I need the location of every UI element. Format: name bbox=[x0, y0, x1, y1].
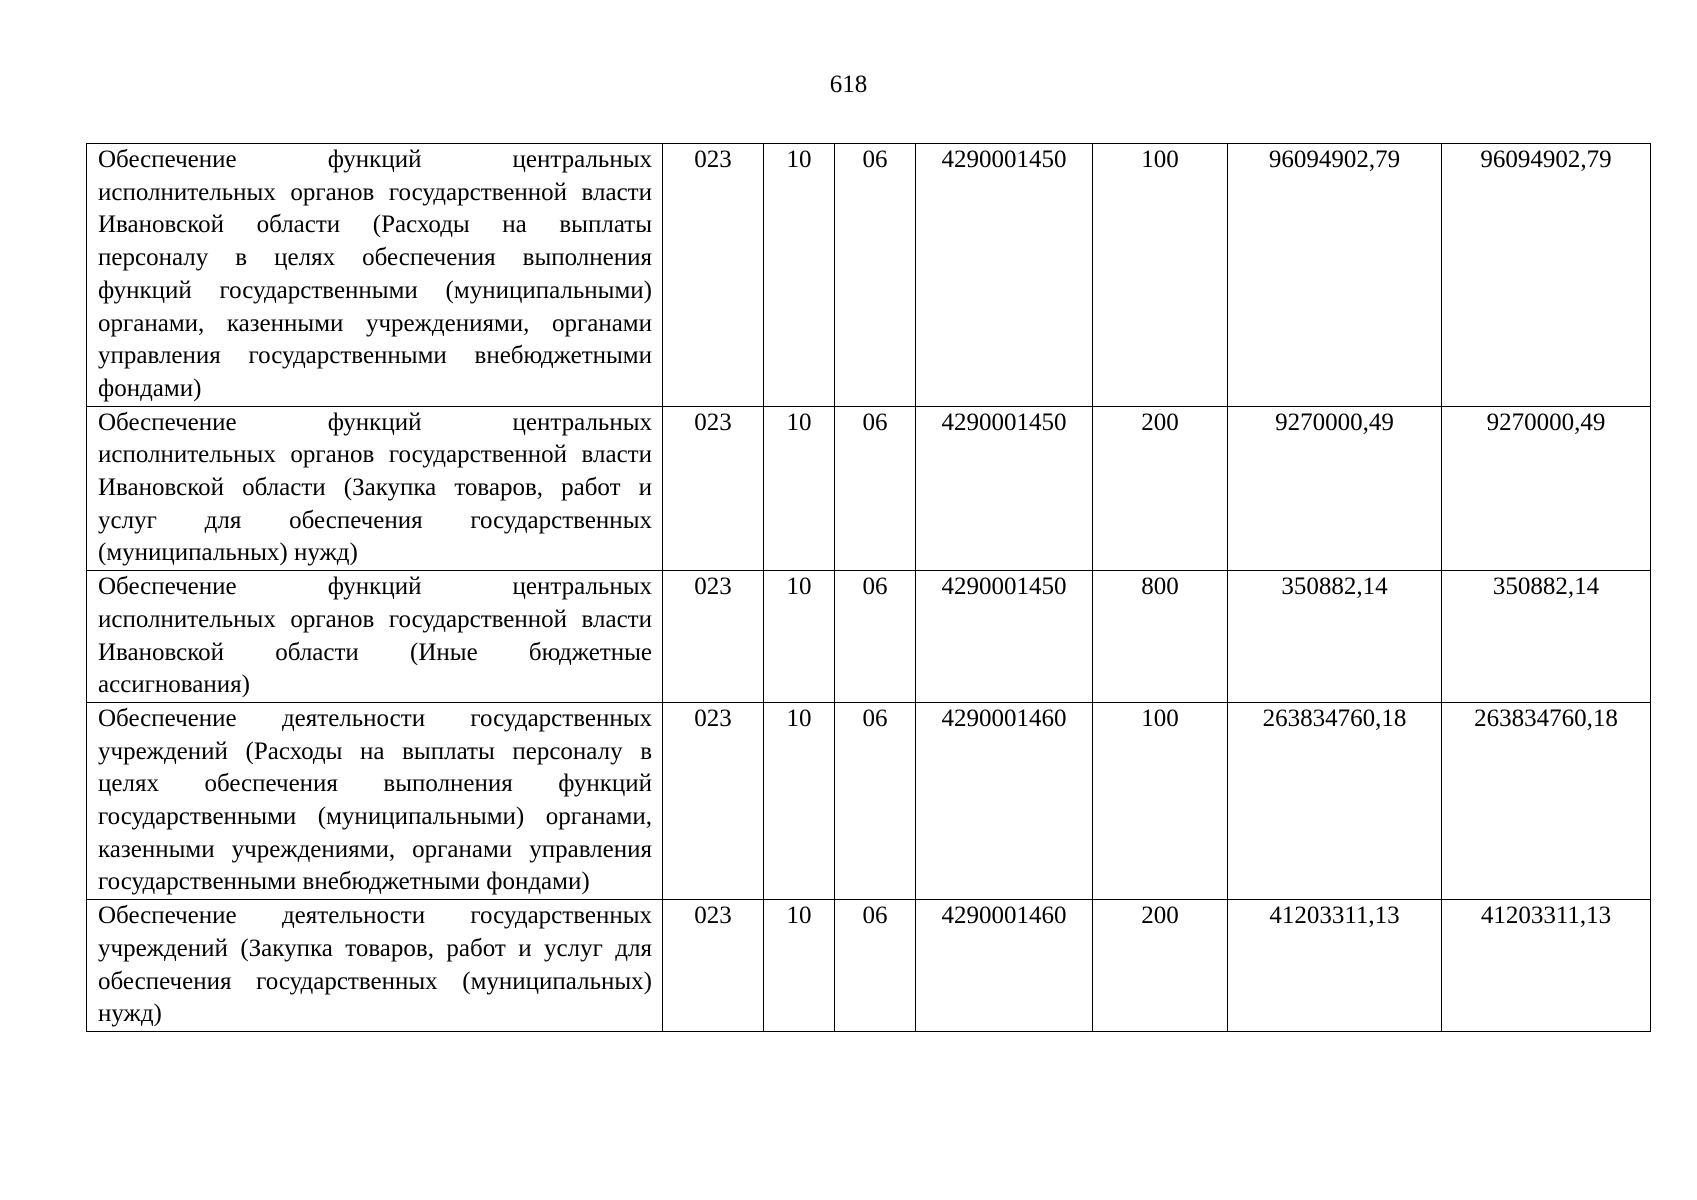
section-code-cell: 10 bbox=[764, 406, 835, 571]
table-body bbox=[87, 144, 1651, 1032]
amount-1-cell: 96094902,79 bbox=[1228, 144, 1442, 407]
amount-1-cell: 9270000,49 bbox=[1228, 406, 1442, 571]
amount-2-cell: 263834760,18 bbox=[1442, 702, 1651, 899]
target-article-cell: 4290001450 bbox=[916, 406, 1093, 571]
table-row bbox=[87, 406, 1651, 571]
ministry-code-cell: 023 bbox=[663, 144, 764, 407]
description-cell: Обеспечение деятельности государственных учреждений (Расходы на выплаты персоналу в целях обеспечения выполнения функций государственными (муниципальными) органами, казенными учреждениями, органами управления государственными внебюджетными фондами) bbox=[87, 702, 663, 899]
description-cell: Обеспечение функций центральных исполнительных органов государственной власти Ивановской области (Закупка товаров, работ и услуг для обеспечения государственных (муниципальных) нужд) bbox=[87, 406, 663, 571]
target-article-cell: 4290001450 bbox=[916, 571, 1093, 703]
section-code-cell: 10 bbox=[764, 702, 835, 899]
amount-1-cell: 350882,14 bbox=[1228, 571, 1442, 703]
table-row bbox=[87, 571, 1651, 703]
amount-2-cell: 41203311,13 bbox=[1442, 900, 1651, 1032]
amount-1-cell: 41203311,13 bbox=[1228, 900, 1442, 1032]
expense-type-cell: 800 bbox=[1093, 571, 1228, 703]
target-article-cell: 4290001450 bbox=[916, 144, 1093, 407]
table-row bbox=[87, 144, 1651, 407]
section-code-cell: 10 bbox=[764, 900, 835, 1032]
section-code-cell: 10 bbox=[764, 571, 835, 703]
ministry-code-cell: 023 bbox=[663, 406, 764, 571]
subsection-code-cell: 06 bbox=[835, 900, 916, 1032]
ministry-code-cell: 023 bbox=[663, 702, 764, 899]
section-code-cell: 10 bbox=[764, 144, 835, 407]
expense-type-cell: 100 bbox=[1093, 702, 1228, 899]
table-row bbox=[87, 900, 1651, 1032]
description-cell: Обеспечение функций центральных исполнительных органов государственной власти Ивановской области (Иные бюджетные ассигнования) bbox=[87, 571, 663, 703]
table-row bbox=[87, 702, 1651, 899]
ministry-code-cell: 023 bbox=[663, 900, 764, 1032]
subsection-code-cell: 06 bbox=[835, 571, 916, 703]
subsection-code-cell: 06 bbox=[835, 702, 916, 899]
amount-2-cell: 9270000,49 bbox=[1442, 406, 1651, 571]
page-number: 618 bbox=[829, 71, 868, 98]
expense-type-cell: 100 bbox=[1093, 144, 1228, 407]
amount-2-cell: 96094902,79 bbox=[1442, 144, 1651, 407]
amount-1-cell: 263834760,18 bbox=[1228, 702, 1442, 899]
subsection-code-cell: 06 bbox=[835, 144, 916, 407]
subsection-code-cell: 06 bbox=[835, 406, 916, 571]
expense-type-cell: 200 bbox=[1093, 900, 1228, 1032]
ministry-code-cell: 023 bbox=[663, 571, 764, 703]
target-article-cell: 4290001460 bbox=[916, 900, 1093, 1032]
budget-table bbox=[86, 143, 1651, 1032]
amount-2-cell: 350882,14 bbox=[1442, 571, 1651, 703]
expense-type-cell: 200 bbox=[1093, 406, 1228, 571]
description-cell: Обеспечение функций центральных исполнительных органов государственной власти Ивановской области (Расходы на выплаты персоналу в целях обеспечения выполнения функций государственными (муниципальными) органами, казенными учреждениями, органами управления государственными внебюджетными фондами) bbox=[87, 144, 663, 407]
target-article-cell: 4290001460 bbox=[916, 702, 1093, 899]
description-cell: Обеспечение деятельности государственных учреждений (Закупка товаров, работ и услуг для обеспечения государственных (муниципальных) нужд) bbox=[87, 900, 663, 1032]
